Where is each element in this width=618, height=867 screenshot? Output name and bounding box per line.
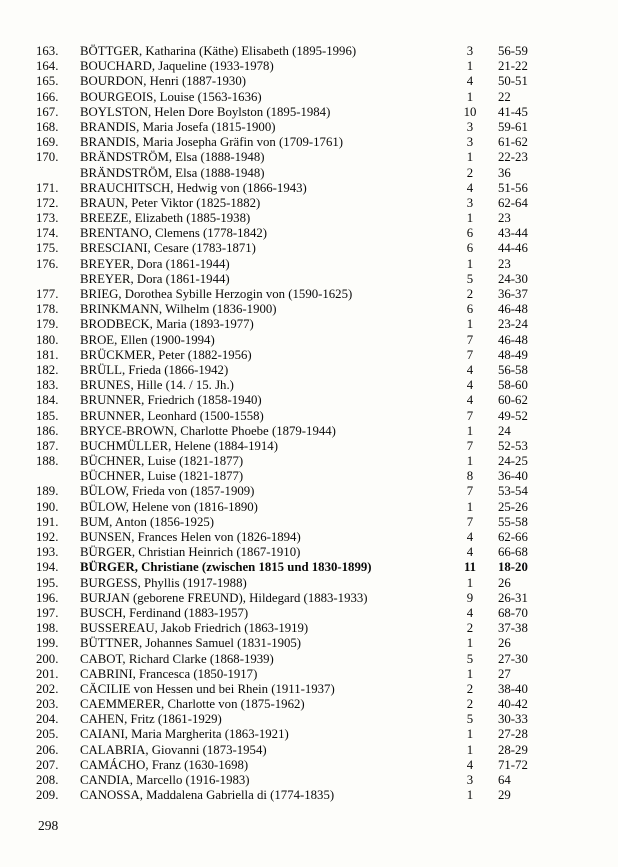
entry-count: 7 [466, 438, 474, 453]
index-entry-row [0, 257, 618, 272]
entry-pages: 29 [498, 788, 511, 803]
index-entry-row [0, 773, 618, 788]
index-entry-row [0, 241, 618, 256]
entry-count: 1 [466, 727, 474, 742]
entry-number: 190. [36, 499, 59, 514]
entry-count: 1 [466, 666, 474, 681]
entry-number: 173. [36, 211, 59, 226]
entry-pages: 23 [498, 256, 511, 271]
entry-count: 2 [466, 287, 474, 301]
entry-number: 207. [36, 757, 59, 772]
index-entry-row [0, 226, 618, 241]
entry-number: 199. [36, 636, 59, 651]
entry-count: 6 [466, 241, 474, 256]
index-entry-row [0, 363, 618, 378]
entry-pages: 56-59 [498, 44, 528, 58]
index-entry-row [0, 90, 618, 105]
entry-name: BRINKMANN, Wilhelm (1836-1900) [80, 302, 277, 317]
entry-number: 169. [36, 135, 59, 150]
entry-number: 200. [36, 651, 59, 666]
entry-name: BOURDON, Henri (1887-1930) [80, 74, 246, 89]
index-entry-row [0, 105, 618, 120]
entry-pages: 38-40 [498, 681, 528, 696]
entry-count: 1 [466, 256, 474, 271]
entry-number: 189. [36, 484, 59, 499]
entry-name: BREYER, Dora (1861-1944) [80, 271, 230, 286]
entry-pages: 28-29 [498, 742, 528, 757]
entry-count: 5 [466, 651, 474, 666]
index-entry-row [0, 591, 618, 606]
entry-pages: 68-70 [498, 605, 528, 620]
index-entry-row [0, 515, 618, 530]
entry-pages: 23-24 [498, 317, 528, 332]
entry-count: 7 [466, 408, 474, 423]
entry-name: BRÄNDSTRÖM, Elsa (1888-1948) [80, 165, 265, 180]
entry-pages: 36-37 [498, 287, 528, 301]
entry-pages: 27-30 [498, 651, 528, 666]
entry-number: 174. [36, 226, 59, 241]
entry-pages: 48-49 [498, 347, 528, 362]
index-entry-row [0, 181, 618, 196]
entry-pages: 60-62 [498, 393, 528, 408]
entry-count: 4 [466, 530, 474, 544]
entry-name: CALABRIA, Giovanni (1873-1954) [80, 742, 267, 757]
entry-name: BRAUCHITSCH, Hedwig von (1866-1943) [80, 180, 307, 195]
entry-count: 3 [466, 135, 474, 150]
entry-pages: 21-22 [498, 59, 528, 74]
entry-name: BRUNES, Hille (14. / 15. Jh.) [80, 378, 234, 393]
index-entry-row [0, 758, 618, 773]
entry-pages: 25-26 [498, 499, 528, 514]
entry-number: 197. [36, 605, 59, 620]
index-entry-row [0, 333, 618, 348]
entry-number: 194. [36, 560, 59, 575]
entry-number: 172. [36, 195, 59, 210]
entry-count: 8 [466, 469, 474, 484]
entry-name: CANDIA, Marcello (1916-1983) [80, 773, 250, 787]
index-entry-row [0, 576, 618, 591]
index-entry-row [0, 166, 618, 181]
entry-pages: 43-44 [498, 226, 528, 241]
entry-count: 1 [466, 150, 474, 165]
entry-pages: 59-61 [498, 119, 528, 134]
entry-name: CABRINI, Francesca (1850-1917) [80, 666, 258, 681]
entry-number: 179. [36, 317, 59, 332]
entry-count: 6 [466, 302, 474, 317]
index-entry-row [0, 697, 618, 712]
entry-count: 1 [466, 423, 474, 438]
index-list [0, 44, 618, 803]
entry-pages: 62-66 [498, 530, 528, 544]
entry-pages: 24 [498, 423, 511, 438]
entry-number: 208. [36, 773, 59, 787]
index-entry-row [0, 727, 618, 742]
entry-name: BUSSEREAU, Jakob Friedrich (1863-1919) [80, 621, 309, 636]
entry-count: 3 [466, 773, 474, 787]
entry-name: CANOSSA, Maddalena Gabriella di (1774-1835) [80, 788, 335, 803]
entry-pages: 27-28 [498, 727, 528, 742]
entry-number: 209. [36, 788, 59, 803]
entry-name: BUCHMÜLLER, Helene (1884-1914) [80, 438, 278, 453]
entry-number: 198. [36, 621, 59, 636]
index-entry-row [0, 120, 618, 135]
entry-name: BÜCHNER, Luise (1821-1877) [80, 454, 244, 469]
entry-name: CAHEN, Fritz (1861-1929) [80, 712, 222, 727]
index-entry-row [0, 150, 618, 165]
index-entry-row [0, 652, 618, 667]
index-entry-row [0, 287, 618, 302]
entry-count: 7 [466, 332, 474, 347]
index-entry-row [0, 621, 618, 636]
entry-name: BREYER, Dora (1861-1944) [80, 256, 230, 271]
entry-name: BOUCHARD, Jaqueline (1933-1978) [80, 59, 274, 74]
entry-count: 1 [466, 788, 474, 803]
entry-count: 3 [466, 119, 474, 134]
entry-number: 195. [36, 575, 59, 590]
entry-pages: 46-48 [498, 332, 528, 347]
entry-pages: 44-46 [498, 241, 528, 256]
entry-pages: 22 [498, 89, 511, 104]
entry-number: 188. [36, 454, 59, 469]
entry-name: BRESCIANI, Cesare (1783-1871) [80, 241, 256, 256]
entry-count: 1 [466, 742, 474, 757]
entry-count: 9 [466, 590, 474, 605]
entry-number: 201. [36, 666, 59, 681]
entry-count: 2 [466, 165, 474, 180]
index-entry-row [0, 667, 618, 682]
entry-count: 1 [466, 317, 474, 332]
entry-count: 1 [466, 89, 474, 104]
entry-name: BRAUN, Peter Viktor (1825-1882) [80, 195, 261, 210]
entry-count: 2 [466, 621, 474, 636]
index-entry-row [0, 484, 618, 499]
entry-count: 5 [466, 271, 474, 286]
entry-pages: 30-33 [498, 712, 528, 727]
entry-count: 4 [466, 757, 474, 772]
entry-pages: 61-62 [498, 135, 528, 150]
entry-pages: 50-51 [498, 74, 528, 89]
entry-number: 170. [36, 150, 59, 165]
entry-number: 184. [36, 393, 59, 408]
entry-count: 4 [466, 605, 474, 620]
entry-pages: 53-54 [498, 484, 528, 499]
entry-number: 175. [36, 241, 59, 256]
entry-name: BÖTTGER, Katharina (Käthe) Elisabeth (1895-1996) [80, 44, 357, 58]
entry-pages: 22-23 [498, 150, 528, 165]
entry-pages: 49-52 [498, 408, 528, 423]
entry-pages: 58-60 [498, 378, 528, 393]
index-entry-row [0, 59, 618, 74]
entry-name: BÜLOW, Helene von (1816-1890) [80, 499, 258, 514]
index-entry-row [0, 788, 618, 803]
entry-pages: 66-68 [498, 545, 528, 560]
entry-count: 4 [466, 393, 474, 408]
entry-name: BRODBECK, Maria (1893-1977) [80, 317, 254, 332]
entry-number: 186. [36, 423, 59, 438]
entry-name: CAEMMERER, Charlotte von (1875-1962) [80, 697, 305, 712]
entry-count: 3 [466, 195, 474, 210]
entry-number: 163. [36, 44, 59, 58]
entry-number: 165. [36, 74, 59, 89]
entry-name: CAMÁCHO, Franz (1630-1698) [80, 757, 249, 772]
index-entry-row [0, 378, 618, 393]
entry-name: BREEZE, Elizabeth (1885-1938) [80, 211, 251, 226]
entry-number: 183. [36, 378, 59, 393]
entry-number: 180. [36, 332, 59, 347]
entry-name: BRÜCKMER, Peter (1882-1956) [80, 347, 252, 362]
entry-number: 205. [36, 727, 59, 742]
page-number: 298 [38, 818, 59, 833]
entry-pages: 24-25 [498, 454, 528, 469]
entry-name: BRÜLL, Frieda (1866-1942) [80, 362, 229, 377]
entry-name: BRIEG, Dorothea Sybille Herzogin von (1590-1625) [80, 287, 353, 301]
entry-number: 171. [36, 180, 59, 195]
entry-number: 193. [36, 545, 59, 560]
index-entry-row [0, 500, 618, 515]
index-entry-row [0, 424, 618, 439]
entry-count: 7 [466, 484, 474, 499]
entry-number: 192. [36, 530, 59, 544]
index-entry-row [0, 74, 618, 89]
entry-name: BOYLSTON, Helen Dore Boylston (1895-1984) [80, 104, 331, 119]
entry-name: BRUNNER, Leonhard (1500-1558) [80, 408, 264, 423]
index-entry-row [0, 530, 618, 545]
entry-count: 1 [466, 636, 474, 651]
entry-number: 166. [36, 89, 59, 104]
entry-pages: 26-31 [498, 590, 528, 605]
index-entry-row [0, 393, 618, 408]
entry-name: BÜRGER, Christian Heinrich (1867-1910) [80, 545, 301, 560]
entry-pages: 37-38 [498, 621, 528, 636]
index-entry-row [0, 348, 618, 363]
entry-pages: 52-53 [498, 438, 528, 453]
entry-pages: 24-30 [498, 271, 528, 286]
entry-number: 176. [36, 256, 59, 271]
entry-name: BURGESS, Phyllis (1917-1988) [80, 575, 247, 590]
entry-name: BUNSEN, Frances Helen von (1826-1894) [80, 530, 301, 544]
entry-number: 182. [36, 362, 59, 377]
entry-name: BUM, Anton (1856-1925) [80, 514, 215, 529]
entry-count: 3 [466, 44, 474, 58]
index-entry-row [0, 211, 618, 226]
entry-count: 11 [463, 560, 477, 575]
entry-count: 4 [466, 74, 474, 89]
index-entry-row [0, 454, 618, 469]
entry-name: CÄCILIE von Hessen und bei Rhein (1911-1937) [80, 681, 335, 696]
entry-pages: 71-72 [498, 757, 528, 772]
index-entry-row [0, 606, 618, 621]
entry-number: 177. [36, 287, 59, 301]
entry-number: 164. [36, 59, 59, 74]
entry-name: BÜCHNER, Luise (1821-1877) [80, 469, 244, 484]
index-entry-row [0, 135, 618, 150]
entry-pages: 27 [498, 666, 511, 681]
entry-number: 202. [36, 681, 59, 696]
entry-pages: 64 [498, 773, 511, 787]
entry-count: 5 [466, 712, 474, 727]
entry-name: CAIANI, Maria Margherita (1863-1921) [80, 727, 289, 742]
entry-name: CABOT, Richard Clarke (1868-1939) [80, 651, 274, 666]
entry-pages: 56-58 [498, 362, 528, 377]
index-entry-row [0, 196, 618, 211]
entry-number: 185. [36, 408, 59, 423]
entry-number: 168. [36, 119, 59, 134]
entry-name: BROE, Ellen (1900-1994) [80, 332, 215, 347]
entry-pages: 55-58 [498, 514, 528, 529]
index-entry-row [0, 712, 618, 727]
entry-pages: 51-56 [498, 180, 528, 195]
index-entry-row [0, 682, 618, 697]
entry-name: BÜRGER, Christiane (zwischen 1815 und 1830-1899) [80, 560, 372, 575]
index-entry-row [0, 317, 618, 332]
entry-count: 7 [466, 514, 474, 529]
entry-count: 1 [466, 454, 474, 469]
entry-name: BÜLOW, Frieda von (1857-1909) [80, 484, 255, 499]
entry-pages: 36-40 [498, 469, 528, 484]
entry-name: BÜTTNER, Johannes Samuel (1831-1905) [80, 636, 302, 651]
index-entry-row [0, 44, 618, 59]
entry-pages: 41-45 [498, 104, 528, 119]
entry-count: 2 [466, 697, 474, 712]
entry-pages: 26 [498, 575, 511, 590]
entry-pages: 26 [498, 636, 511, 651]
entry-number: 167. [36, 104, 59, 119]
entry-count: 1 [466, 499, 474, 514]
entry-name: BOURGEOIS, Louise (1563-1636) [80, 89, 262, 104]
entry-number: 206. [36, 742, 59, 757]
entry-name: BRANDIS, Maria Josefa (1815-1900) [80, 119, 276, 134]
entry-name: BRANDIS, Maria Josepha Gräfin von (1709-1761) [80, 135, 344, 150]
index-entry-row [0, 302, 618, 317]
entry-count: 1 [466, 59, 474, 74]
entry-pages: 36 [498, 165, 511, 180]
index-entry-row [0, 272, 618, 287]
entry-pages: 23 [498, 211, 511, 226]
entry-name: BUSCH, Ferdinand (1883-1957) [80, 605, 249, 620]
entry-number: 203. [36, 697, 59, 712]
index-entry-row [0, 409, 618, 424]
index-entry-row [0, 636, 618, 651]
index-entry-row [0, 545, 618, 560]
index-entry-row [0, 743, 618, 758]
entry-name: BRUNNER, Friedrich (1858-1940) [80, 393, 262, 408]
entry-number: 178. [36, 302, 59, 317]
entry-number: 196. [36, 590, 59, 605]
index-entry-row [0, 439, 618, 454]
entry-name: BRÄNDSTRÖM, Elsa (1888-1948) [80, 150, 265, 165]
entry-pages: 62-64 [498, 195, 528, 210]
entry-count: 2 [466, 681, 474, 696]
entry-count: 4 [466, 545, 474, 560]
entry-pages: 40-42 [498, 697, 528, 712]
entry-count: 7 [466, 347, 474, 362]
index-entry-row [0, 560, 618, 575]
index-entry-row [0, 469, 618, 484]
entry-number: 191. [36, 514, 59, 529]
entry-name: BRENTANO, Clemens (1778-1842) [80, 226, 267, 241]
entry-name: BURJAN (geborene FREUND), Hildegard (1883-1933) [80, 590, 368, 605]
entry-count: 4 [466, 362, 474, 377]
entry-count: 10 [463, 104, 477, 119]
entry-count: 6 [466, 226, 474, 241]
entry-count: 1 [466, 211, 474, 226]
entry-number: 181. [36, 347, 59, 362]
entry-number: 187. [36, 438, 59, 453]
entry-pages: 46-48 [498, 302, 528, 317]
entry-count: 1 [466, 575, 474, 590]
entry-count: 4 [466, 180, 474, 195]
entry-count: 4 [466, 378, 474, 393]
entry-number: 204. [36, 712, 59, 727]
entry-pages: 18-20 [498, 560, 528, 575]
entry-name: BRYCE-BROWN, Charlotte Phoebe (1879-1944) [80, 423, 336, 438]
